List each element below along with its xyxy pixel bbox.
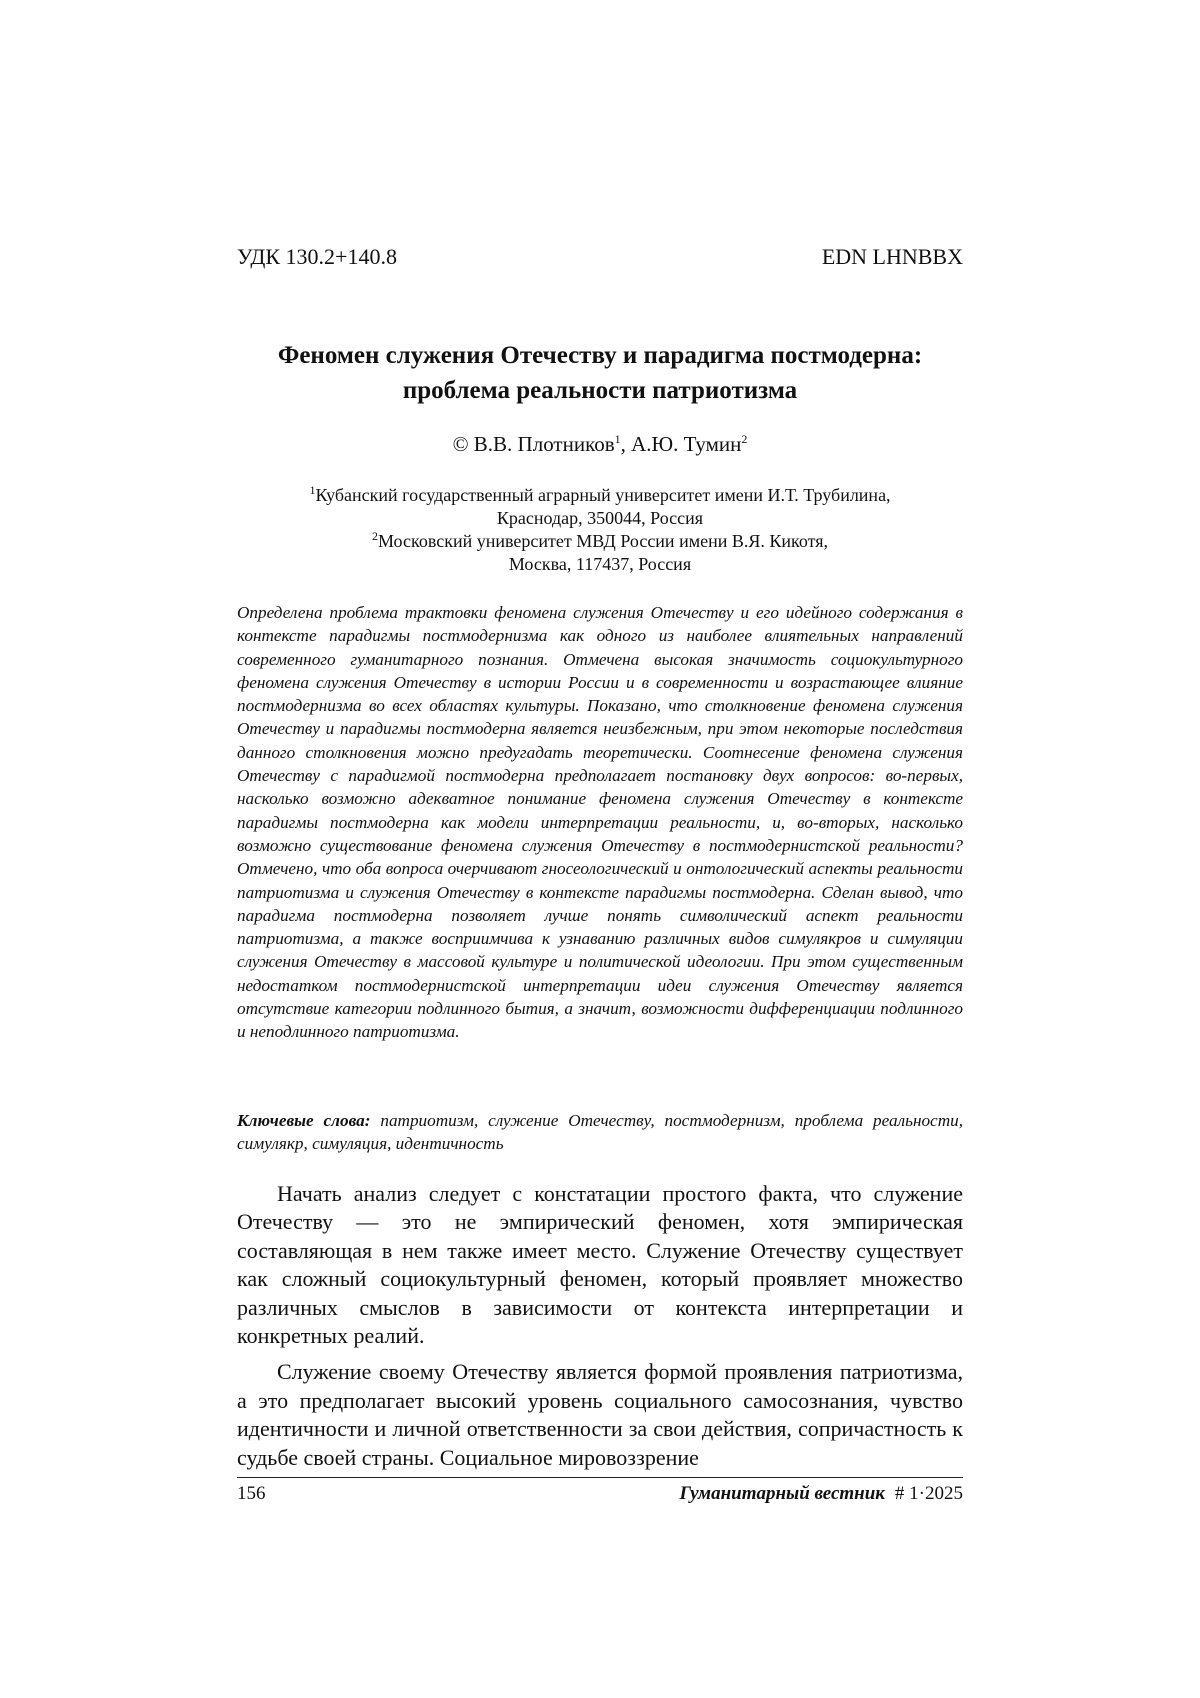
body-text: [237, 1180, 963, 1480]
edn-code: EDN LHNBBX: [821, 244, 963, 269]
keywords: [237, 1109, 963, 1156]
author-2: , А.Ю. Тумин: [620, 432, 742, 456]
article-title: [237, 338, 963, 408]
footer-divider: [237, 1477, 963, 1478]
affiliation-1-name: Кубанский государственный аграрный университет имени И.Т. Трубилина,: [315, 485, 891, 505]
affiliation-1-sup: 1: [309, 483, 316, 497]
body-paragraph-1: Начать анализ следует с констатации простого факта, что служение Отечеству — это не эмпирический феномен, хотя эмпирическая составляющая в нем также имеет место. Служение Отечеству существует как сложный социокультурный феномен, который проявляет множество различных смыслов в зависимости от контекста интерпретации и конкретных реалий.: [237, 1181, 963, 1349]
title-line-2: проблема реальности патриотизма: [402, 377, 798, 404]
body-paragraph-2: Служение своему Отечеству является формой проявления патриотизма, а это предполагает высокий уровень социального самосознания, чувство идентичности и личной ответственности за свои действия, сопричастность к судьбе своей страны. Социальное мировоззрение: [237, 1359, 963, 1470]
affiliation-2-name: Московский университет МВД России имени В.Я. Кикотя,: [378, 531, 828, 551]
author-2-sup: 2: [741, 432, 748, 446]
page-footer: [237, 1482, 963, 1506]
udk-code: УДК 130.2+140.8: [237, 244, 397, 269]
header-meta: [237, 244, 963, 270]
affiliations: [237, 484, 963, 576]
keywords-text: патриотизм, служение Отечеству, постмодернизм, проблема реальности, симулякр, симуляция, идентичность: [237, 1111, 963, 1154]
title-line-1: Феномен служения Отечеству и парадигма постмодерна:: [277, 342, 923, 369]
affiliation-1-line-1: [237, 484, 963, 507]
author-1-sup: 1: [614, 432, 621, 446]
page-number: 156: [237, 1483, 266, 1504]
abstract: Определена проблема трактовки феномена служения Отечеству и его идейного содержания в контексте парадигмы постмодернизма как одного из наиболее влиятельных направлений современного гуманитарного познания. Отмечена высокая значимость социокультурного феномена служения Отечеству в истории России и в современности и возрастающее влияние постмодернизма во всех областях культуры. Показано, что столкновение феномена служения Отечеству и парадигмы постмодерна является неизбежным, при этом некоторые последствия данного столкновения можно предугадать теоретически. Соотнесение феномена служения Отечеству с парадигмой постмодерна предполагает постановку двух вопросов: во-первых, насколько возможно адекватное понимание феномена служения Отечеству в контексте парадигмы постмодерна как модели интерпретации реальности, и, во-вторых, насколько возможно существование феномена служения Отечеству в постмодернистской реальности? Отмечено, что оба вопроса очерчивают гносеологический и онтологический аспекты реальности патриотизма и служения Отечеству в контексте парадигмы постмодерна. Сделан вывод, что парадигма постмодерна позволяет лучше понять символический аспект реальности патриотизма, а также восприимчива к узнаванию различных видов симулякров и симуляции служения Отечеству в массовой культуре и политической идеологии. При этом существенным недостатком постмодернистской интерпретации идеи служения Отечеству является отсутствие категории подлинного бытия, а значит, возможности дифференциации подлинного и неподлинного патриотизма.: [237, 603, 963, 1042]
authors: [237, 430, 963, 458]
affiliation-1-line-2: Краснодар, 350044, Россия: [496, 508, 704, 528]
affiliation-2-sup: 2: [372, 529, 378, 543]
author-1: © В.В. Плотников: [452, 432, 615, 456]
affiliation-2-line-2: Москва, 117437, Россия: [508, 554, 692, 574]
affiliation-2-line-1: [237, 530, 963, 553]
journal-issue: # 1·2025: [894, 1483, 963, 1504]
journal-name: Гуманитарный вестник: [679, 1483, 885, 1504]
journal-info: [679, 1482, 963, 1506]
keywords-label: Ключевые слова:: [237, 1111, 371, 1130]
